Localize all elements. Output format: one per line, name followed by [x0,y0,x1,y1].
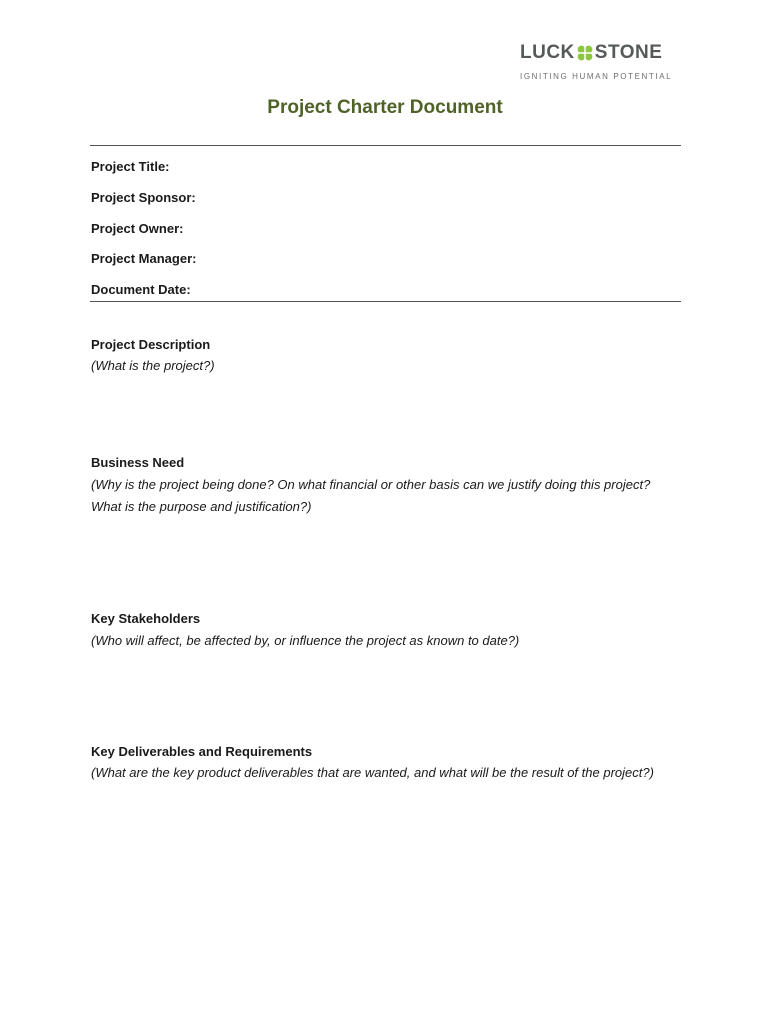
section-heading-project-description: Project Description [91,337,211,352]
logo-word-left: LUCK [520,42,575,63]
clover-icon [576,44,594,62]
field-document-date: Document Date: [91,282,191,297]
section-heading-business-need: Business Need [91,455,185,470]
section-prompt-project-description: (What is the project?) [91,358,215,373]
section-prompt-key-stakeholders: (Who will affect, be affected by, or influence the project as known to date?) [91,633,520,648]
field-project-title: Project Title: [91,159,170,174]
section-heading-key-deliverables: Key Deliverables and Requirements [91,744,313,759]
bottom-divider [90,301,681,302]
top-divider [90,145,681,146]
field-project-owner: Project Owner: [91,221,184,236]
luck-stone-logo [520,42,680,86]
document-title: Project Charter Document [267,97,503,118]
section-prompt-key-deliverables: (What are the key product deliverables that are wanted, and what will be the result of the project?) [91,765,654,780]
section-prompt-business-need: (Why is the project being done? On what financial or other basis can we justify doing this project? What is the purpose and justification?) [91,477,651,514]
logo-tagline: IGNITING HUMAN POTENTIAL [520,72,673,81]
section-heading-key-stakeholders: Key Stakeholders [91,611,201,626]
field-project-sponsor: Project Sponsor: [91,190,196,205]
logo-word-right: STONE [594,42,663,63]
logo-wordmark [520,42,680,64]
field-project-manager: Project Manager: [91,251,197,266]
